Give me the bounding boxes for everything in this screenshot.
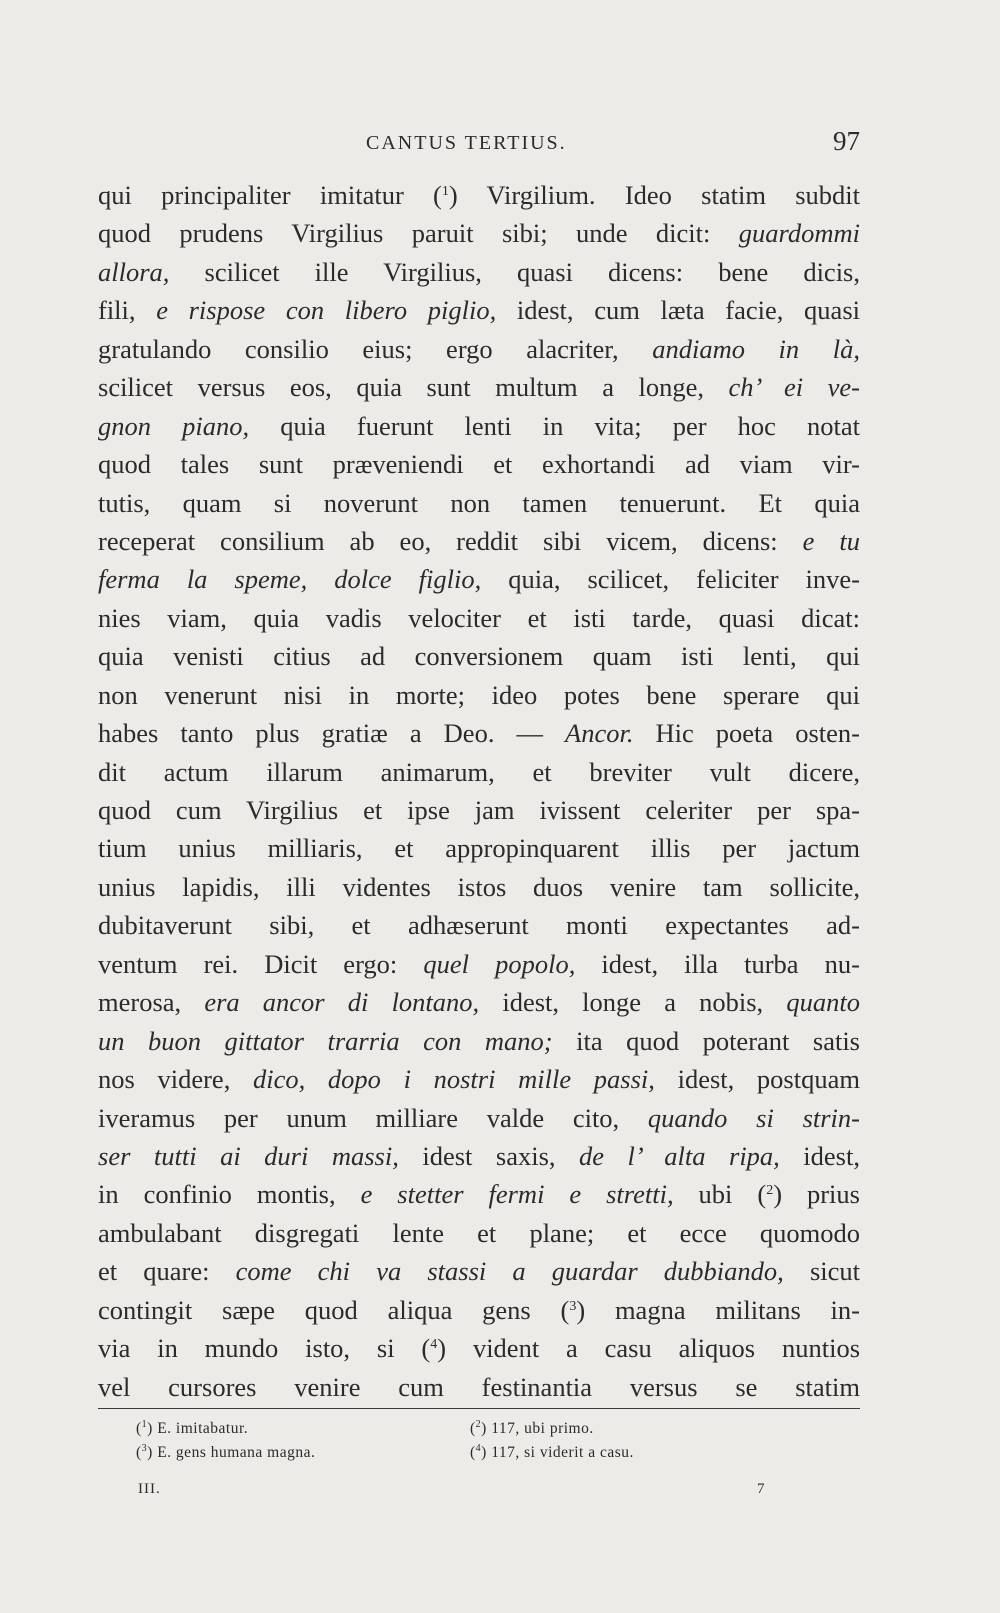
text-line <box>98 484 860 522</box>
italic-quote: un buon gittator trarria con mano; <box>98 1025 553 1056</box>
text-run: quod cum Virgilius et ipse jam ivissent celeriter per spa- <box>98 795 860 825</box>
text-run: unius lapidis, illi videntes istos duos venire tam sollicite, <box>98 871 860 902</box>
text-run: idest, cum læta facie, quasi <box>496 295 860 326</box>
text-run: contingit sæpe quod aliqua gens ( <box>98 1294 570 1325</box>
text-run: ambulabant disgregati lente et plane; et ecce quomodo <box>98 1217 860 1248</box>
text-line <box>98 1060 860 1098</box>
text-run: habes tanto plus gratiæ a Deo. — <box>98 718 566 749</box>
text-line <box>98 945 860 983</box>
sheet-number: 7 <box>757 1481 765 1497</box>
text-run: dubitaverunt sibi, et adhæserunt monti expectantes ad- <box>98 910 860 941</box>
text-run: ) vident a casu aliquos nuntios <box>437 1333 861 1364</box>
text-run: in confinio montis, <box>98 1179 361 1210</box>
footnote-mark: 2 <box>475 1419 482 1430</box>
footnote-text: E. gens humana magna. <box>157 1444 316 1461</box>
footnote-4: ($^4$) 117, si viderit a casu. <box>470 1443 634 1461</box>
italic-quote: era ancor di lontano, <box>204 987 480 1018</box>
text-line <box>98 291 860 329</box>
footnote-mark: 3 <box>141 1443 148 1454</box>
text-run: quod tales sunt præveniendi et exhortandi ad viam vir- <box>98 449 860 480</box>
text-run: quod prudens Virgilius paruit sibi; unde dicit: <box>98 218 739 249</box>
text-line <box>98 599 860 637</box>
italic-quote: come chi va stassi a guardar dubbiando, <box>235 1256 784 1287</box>
text-line <box>98 1252 860 1290</box>
text-run: et quare: <box>98 1256 236 1287</box>
footnote-rule <box>98 1408 860 1409</box>
text-line <box>98 868 860 906</box>
text-run: scilicet versus eos, quia sunt multum a longe, <box>98 372 729 403</box>
text-run: idest, longe a nobis, <box>479 987 787 1018</box>
text-line <box>98 368 860 406</box>
italic-quote: e tu <box>802 525 861 556</box>
text-run: idest, postquam <box>654 1064 860 1095</box>
signature-mark: III. <box>138 1481 161 1497</box>
text-run: ubi ( <box>673 1179 767 1210</box>
text-run: tium unius milliaris, et appropinquarent illis per jactum <box>98 833 860 864</box>
text-run: Hic poeta osten- <box>633 718 860 749</box>
text-run: gratulando consilio eius; ergo alacriter, <box>98 333 653 364</box>
italic-quote: de l’ alta ripa, <box>579 1140 780 1171</box>
footnote-ref: 4 <box>430 1337 438 1353</box>
footnote-text: 117, ubi primo. <box>491 1420 594 1437</box>
text-line <box>98 983 860 1021</box>
text-run: sicut <box>783 1256 861 1287</box>
text-line <box>98 253 860 291</box>
italic-quote: andiamo in là, <box>652 333 860 364</box>
footnote-1: ($^1$) E. imitabatur. <box>136 1419 249 1437</box>
text-line <box>98 407 860 445</box>
text-run: quia venisti citius ad conversionem quam isti lenti, qui <box>98 641 860 672</box>
text-run: nos videre, <box>98 1064 253 1095</box>
footnote-2: ($^2$) 117, ubi primo. <box>470 1419 594 1437</box>
text-run: ita quod poterant satis <box>552 1025 860 1056</box>
text-line <box>98 906 860 944</box>
text-line <box>98 176 860 214</box>
text-line <box>98 791 860 829</box>
running-head <box>98 126 860 160</box>
italic-quote: quanto <box>786 987 860 1018</box>
italic-quote: dico, dopo i nostri mille passi, <box>253 1064 655 1095</box>
text-run: qui principaliter imitatur ( <box>98 180 442 210</box>
text-run: vel cursores venire cum festinantia versus se statim <box>98 1371 860 1402</box>
footnote-ref: 2 <box>766 1183 774 1199</box>
text-run: fili, <box>98 295 157 326</box>
footnote-text: E. imitabatur. <box>157 1420 249 1437</box>
text-line <box>98 714 860 752</box>
text-run: nies viam, quia vadis velociter et isti tarde, quasi dicat: <box>98 602 860 633</box>
text-run: ) Virgilium. Ideo statim subdit <box>448 180 860 210</box>
italic-quote: Ancor. <box>565 718 634 749</box>
italic-quote: gnon piano, <box>98 410 250 441</box>
text-run: tutis, quam si noverunt non tamen tenuerunt. Et quia <box>98 487 860 518</box>
running-title: CANTUS TERTIUS. <box>366 132 567 154</box>
text-run: ) magna militans in- <box>576 1294 860 1325</box>
text-run: ventum rei. Dicit ergo: <box>98 948 424 979</box>
text-line <box>98 1175 860 1213</box>
text-line <box>98 676 860 714</box>
text-run: receperat consilium ab eo, reddit sibi vicem, dicens: <box>98 525 803 556</box>
text-run: iveramus per unum milliare valde cito, <box>98 1102 648 1133</box>
italic-quote: guardommi <box>738 218 860 249</box>
italic-quote: e rispose con libero piglio, <box>156 295 497 326</box>
footnote-mark: 1 <box>141 1419 148 1430</box>
footnote-text: 117, si viderit a casu. <box>491 1444 634 1461</box>
italic-quote: e stetter fermi e stretti, <box>360 1179 674 1210</box>
text-line <box>98 1022 860 1060</box>
text-run: quia fuerunt lenti in vita; per hoc notat <box>249 410 860 441</box>
text-run: ) prius <box>773 1179 860 1210</box>
text-line <box>98 1214 860 1252</box>
text-run: idest, <box>779 1140 860 1171</box>
text-line <box>98 1291 860 1329</box>
italic-quote: ser tutti ai duri massi, <box>98 1140 399 1171</box>
text-run: idest saxis, <box>398 1140 580 1171</box>
italic-quote: allora, <box>98 256 170 287</box>
footnote-mark: 4 <box>475 1443 482 1454</box>
text-line <box>98 214 860 252</box>
text-run: dit actum illarum animarum, et breviter vult dicere, <box>98 756 860 787</box>
text-line <box>98 330 860 368</box>
footnote-ref: 1 <box>441 184 449 199</box>
text-line <box>98 1329 860 1367</box>
footnote-3: ($^3$) E. gens humana magna. <box>136 1443 316 1461</box>
text-line <box>98 1368 860 1406</box>
text-line <box>98 1099 860 1137</box>
text-line <box>98 637 860 675</box>
commentary-text <box>98 176 860 1406</box>
text-line <box>98 1137 860 1175</box>
page-number: 97 <box>833 126 860 156</box>
text-run: via in mundo isto, si ( <box>98 1333 431 1364</box>
text-run: idest, illa turba nu- <box>575 948 860 979</box>
text-run: scilicet ille Virgilius, quasi dicens: bene dicis, <box>169 256 860 287</box>
italic-quote: ch’ ei ve- <box>728 372 860 403</box>
text-run: quia, scilicet, feliciter inve- <box>481 564 861 595</box>
text-line <box>98 829 860 867</box>
text-line <box>98 753 860 791</box>
italic-quote: quando si strin- <box>647 1102 860 1133</box>
italic-quote: ferma la speme, dolce figlio, <box>98 564 482 595</box>
italic-quote: quel popolo, <box>423 948 576 979</box>
footnote-ref: 3 <box>569 1298 577 1314</box>
text-run: merosa, <box>98 987 205 1018</box>
text-line <box>98 445 860 483</box>
text-run: non venerunt nisi in morte; ideo potes bene sperare qui <box>98 679 860 710</box>
text-line <box>98 522 860 560</box>
text-line <box>98 560 860 598</box>
